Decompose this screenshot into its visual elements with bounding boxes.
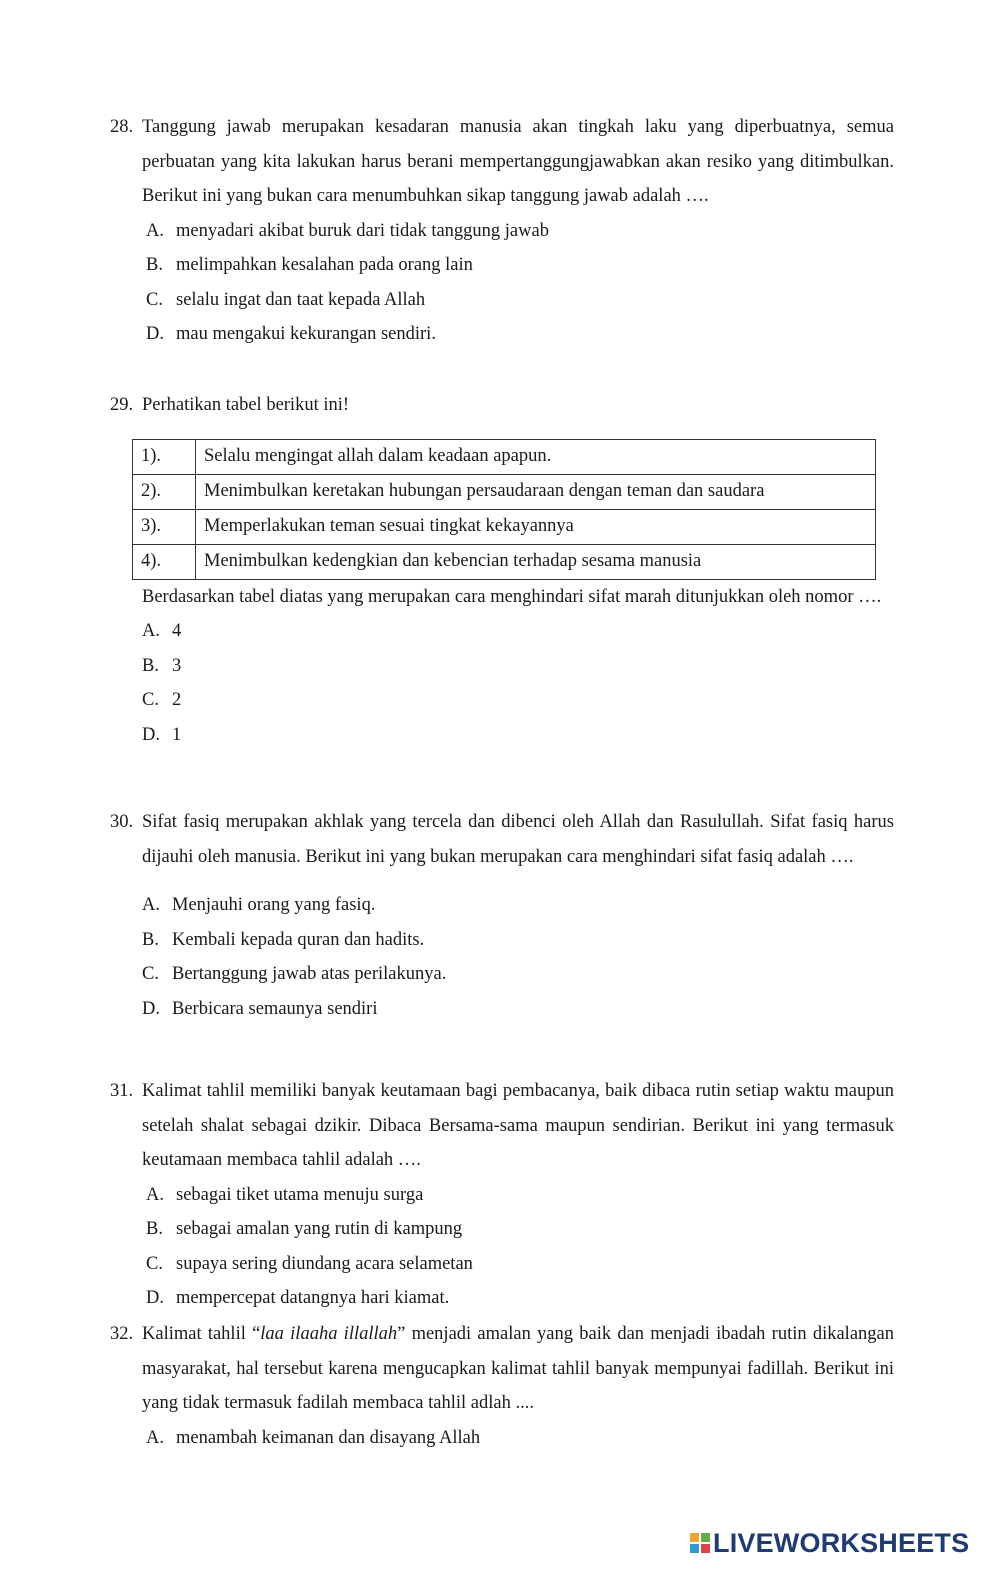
option-d[interactable] <box>146 1281 894 1316</box>
option-text: sebagai tiket utama menuju surga <box>176 1184 424 1205</box>
option-letter: D. <box>142 724 160 745</box>
option-a[interactable] <box>146 1178 894 1213</box>
option-letter: C. <box>142 964 159 985</box>
question-number: 31. <box>110 1081 134 1101</box>
option-b[interactable] <box>146 248 894 283</box>
table-cell-text: Selalu mengingat allah dalam keadaan apapun. <box>196 439 876 474</box>
question-text-after: ” menjadi amalan yang baik dan menjadi ibadah rutin dikalangan masyarakat, hal tersebut karena mengucapkan kalimat tahlil banyak mempunyai fadillah. Berikut ini yang tidak termasuk fadilah membaca tahlil adlah .... <box>142 1324 894 1413</box>
table-cell-text: Menimbulkan keretakan hubungan persaudaraan dengan teman dan saudara <box>196 474 876 509</box>
question-28 <box>110 110 894 352</box>
option-letter: C. <box>146 289 163 310</box>
question-number: 28. <box>110 117 134 137</box>
option-d[interactable] <box>146 317 894 352</box>
question-text: Sifat fasiq merupakan akhlak yang tercela dan dibenci oleh Allah dan Rasulullah. Sifat fasiq harus dijauhi oleh manusia. Berikut ini yang bukan merupakan cara menghindari sifat fasiq adalah …. <box>142 812 894 867</box>
option-text: sebagai amalan yang rutin di kampung <box>176 1219 463 1240</box>
option-letter: C. <box>146 1253 163 1274</box>
option-text: 1 <box>172 724 182 745</box>
table-row <box>133 439 876 474</box>
option-letter: C. <box>142 690 159 711</box>
option-d[interactable] <box>142 718 894 753</box>
option-text: melimpahkan kesalahan pada orang lain <box>176 255 473 276</box>
option-letter: A. <box>146 1184 164 1205</box>
option-text: 4 <box>172 621 182 641</box>
option-text: mempercepat datangnya hari kiamat. <box>176 1288 450 1309</box>
question-32 <box>110 1317 894 1455</box>
option-c[interactable] <box>142 957 894 992</box>
option-text: Berbicara semaunya sendiri <box>172 998 378 1019</box>
question-number: 32. <box>110 1324 134 1344</box>
option-text: 2 <box>172 690 182 711</box>
question-text <box>142 1317 894 1421</box>
table-row <box>133 509 876 544</box>
option-text: Menjauhi orang yang fasiq. <box>172 895 376 915</box>
table-cell-text: Menimbulkan kedengkian dan kebencian terhadap sesama manusia <box>196 544 876 579</box>
question-text: Tanggung jawab merupakan kesadaran manusia akan tingkah laku yang diperbuatnya, semua perbuatan yang kita lakukan harus berani mempertanggungjawabkan akan resiko yang ditimbulkan. Berikut ini yang bukan cara menumbuhkan sikap tanggung jawab adalah …. <box>142 117 894 206</box>
option-letter: D. <box>146 324 164 345</box>
table-cell-number: 3). <box>133 509 196 544</box>
option-letter: D. <box>142 998 160 1019</box>
option-b[interactable] <box>142 649 894 684</box>
option-a[interactable] <box>142 614 894 649</box>
option-text: Kembali kepada quran dan hadits. <box>172 929 425 950</box>
option-text: selalu ingat dan taat kepada Allah <box>176 289 426 310</box>
table-row <box>133 544 876 579</box>
option-text: menambah keimanan dan disayang Allah <box>176 1427 481 1448</box>
table-row <box>133 474 876 509</box>
option-text: 3 <box>172 655 182 676</box>
question-31 <box>110 1074 894 1316</box>
liveworksheets-logo <box>690 1526 969 1560</box>
question-number: 29. <box>110 395 134 415</box>
option-a[interactable] <box>146 214 894 249</box>
question-text: Kalimat tahlil memiliki banyak keutamaan bagi pembacanya, baik dibaca rutin setiap waktu maupun setelah shalat sebagai dzikir. Dibaca Bersama-sama maupun sendirian. Berikut ini yang termasuk keutamaan membaca tahlil adalah …. <box>142 1081 894 1170</box>
table-cell-number: 1). <box>133 439 196 474</box>
option-c[interactable] <box>146 283 894 318</box>
option-letter: B. <box>142 655 159 676</box>
question-number: 30. <box>110 812 134 832</box>
option-c[interactable] <box>146 1247 894 1282</box>
table-cell-number: 4). <box>133 544 196 579</box>
statement-table <box>132 439 876 580</box>
option-d[interactable] <box>142 992 894 1027</box>
option-text: menyadari akibat buruk dari tidak tanggung jawab <box>176 220 549 241</box>
option-a[interactable] <box>142 888 894 923</box>
logo-square <box>690 1544 699 1553</box>
logo-text: LIVEWORKSHEETS <box>713 1527 970 1558</box>
option-letter: B. <box>146 255 163 276</box>
question-text-before: Kalimat tahlil “ <box>142 1324 261 1344</box>
option-letter: A. <box>146 220 164 241</box>
option-text: supaya sering diundang acara selametan <box>176 1253 473 1274</box>
option-b[interactable] <box>146 1212 894 1247</box>
table-cell-text: Memperlakukan teman sesuai tingkat kekayannya <box>196 509 876 544</box>
option-text: mau mengakui kekurangan sendiri. <box>176 324 436 345</box>
option-letter: B. <box>142 929 159 950</box>
logo-square <box>701 1533 710 1542</box>
option-b[interactable] <box>142 923 894 958</box>
question-text: Perhatikan tabel berikut ini! <box>142 395 350 415</box>
option-letter: A. <box>142 895 160 915</box>
option-a[interactable] <box>146 1421 894 1456</box>
question-30 <box>110 805 894 1026</box>
logo-square <box>701 1544 710 1553</box>
option-letter: A. <box>142 621 160 641</box>
liveworksheets-logo-icon <box>690 1533 710 1553</box>
question-29 <box>110 388 894 752</box>
logo-square <box>690 1533 699 1542</box>
option-letter: D. <box>146 1288 164 1309</box>
question-followup: Berdasarkan tabel diatas yang merupakan cara menghindari sifat marah ditunjukkan oleh nomor …. <box>142 586 882 607</box>
option-text: Bertanggung jawab atas perilakunya. <box>172 964 447 985</box>
option-letter: B. <box>146 1219 163 1240</box>
option-c[interactable] <box>142 683 894 718</box>
question-text-italic: laa ilaaha illallah <box>260 1324 398 1344</box>
option-letter: A. <box>146 1427 164 1448</box>
table-cell-number: 2). <box>133 474 196 509</box>
